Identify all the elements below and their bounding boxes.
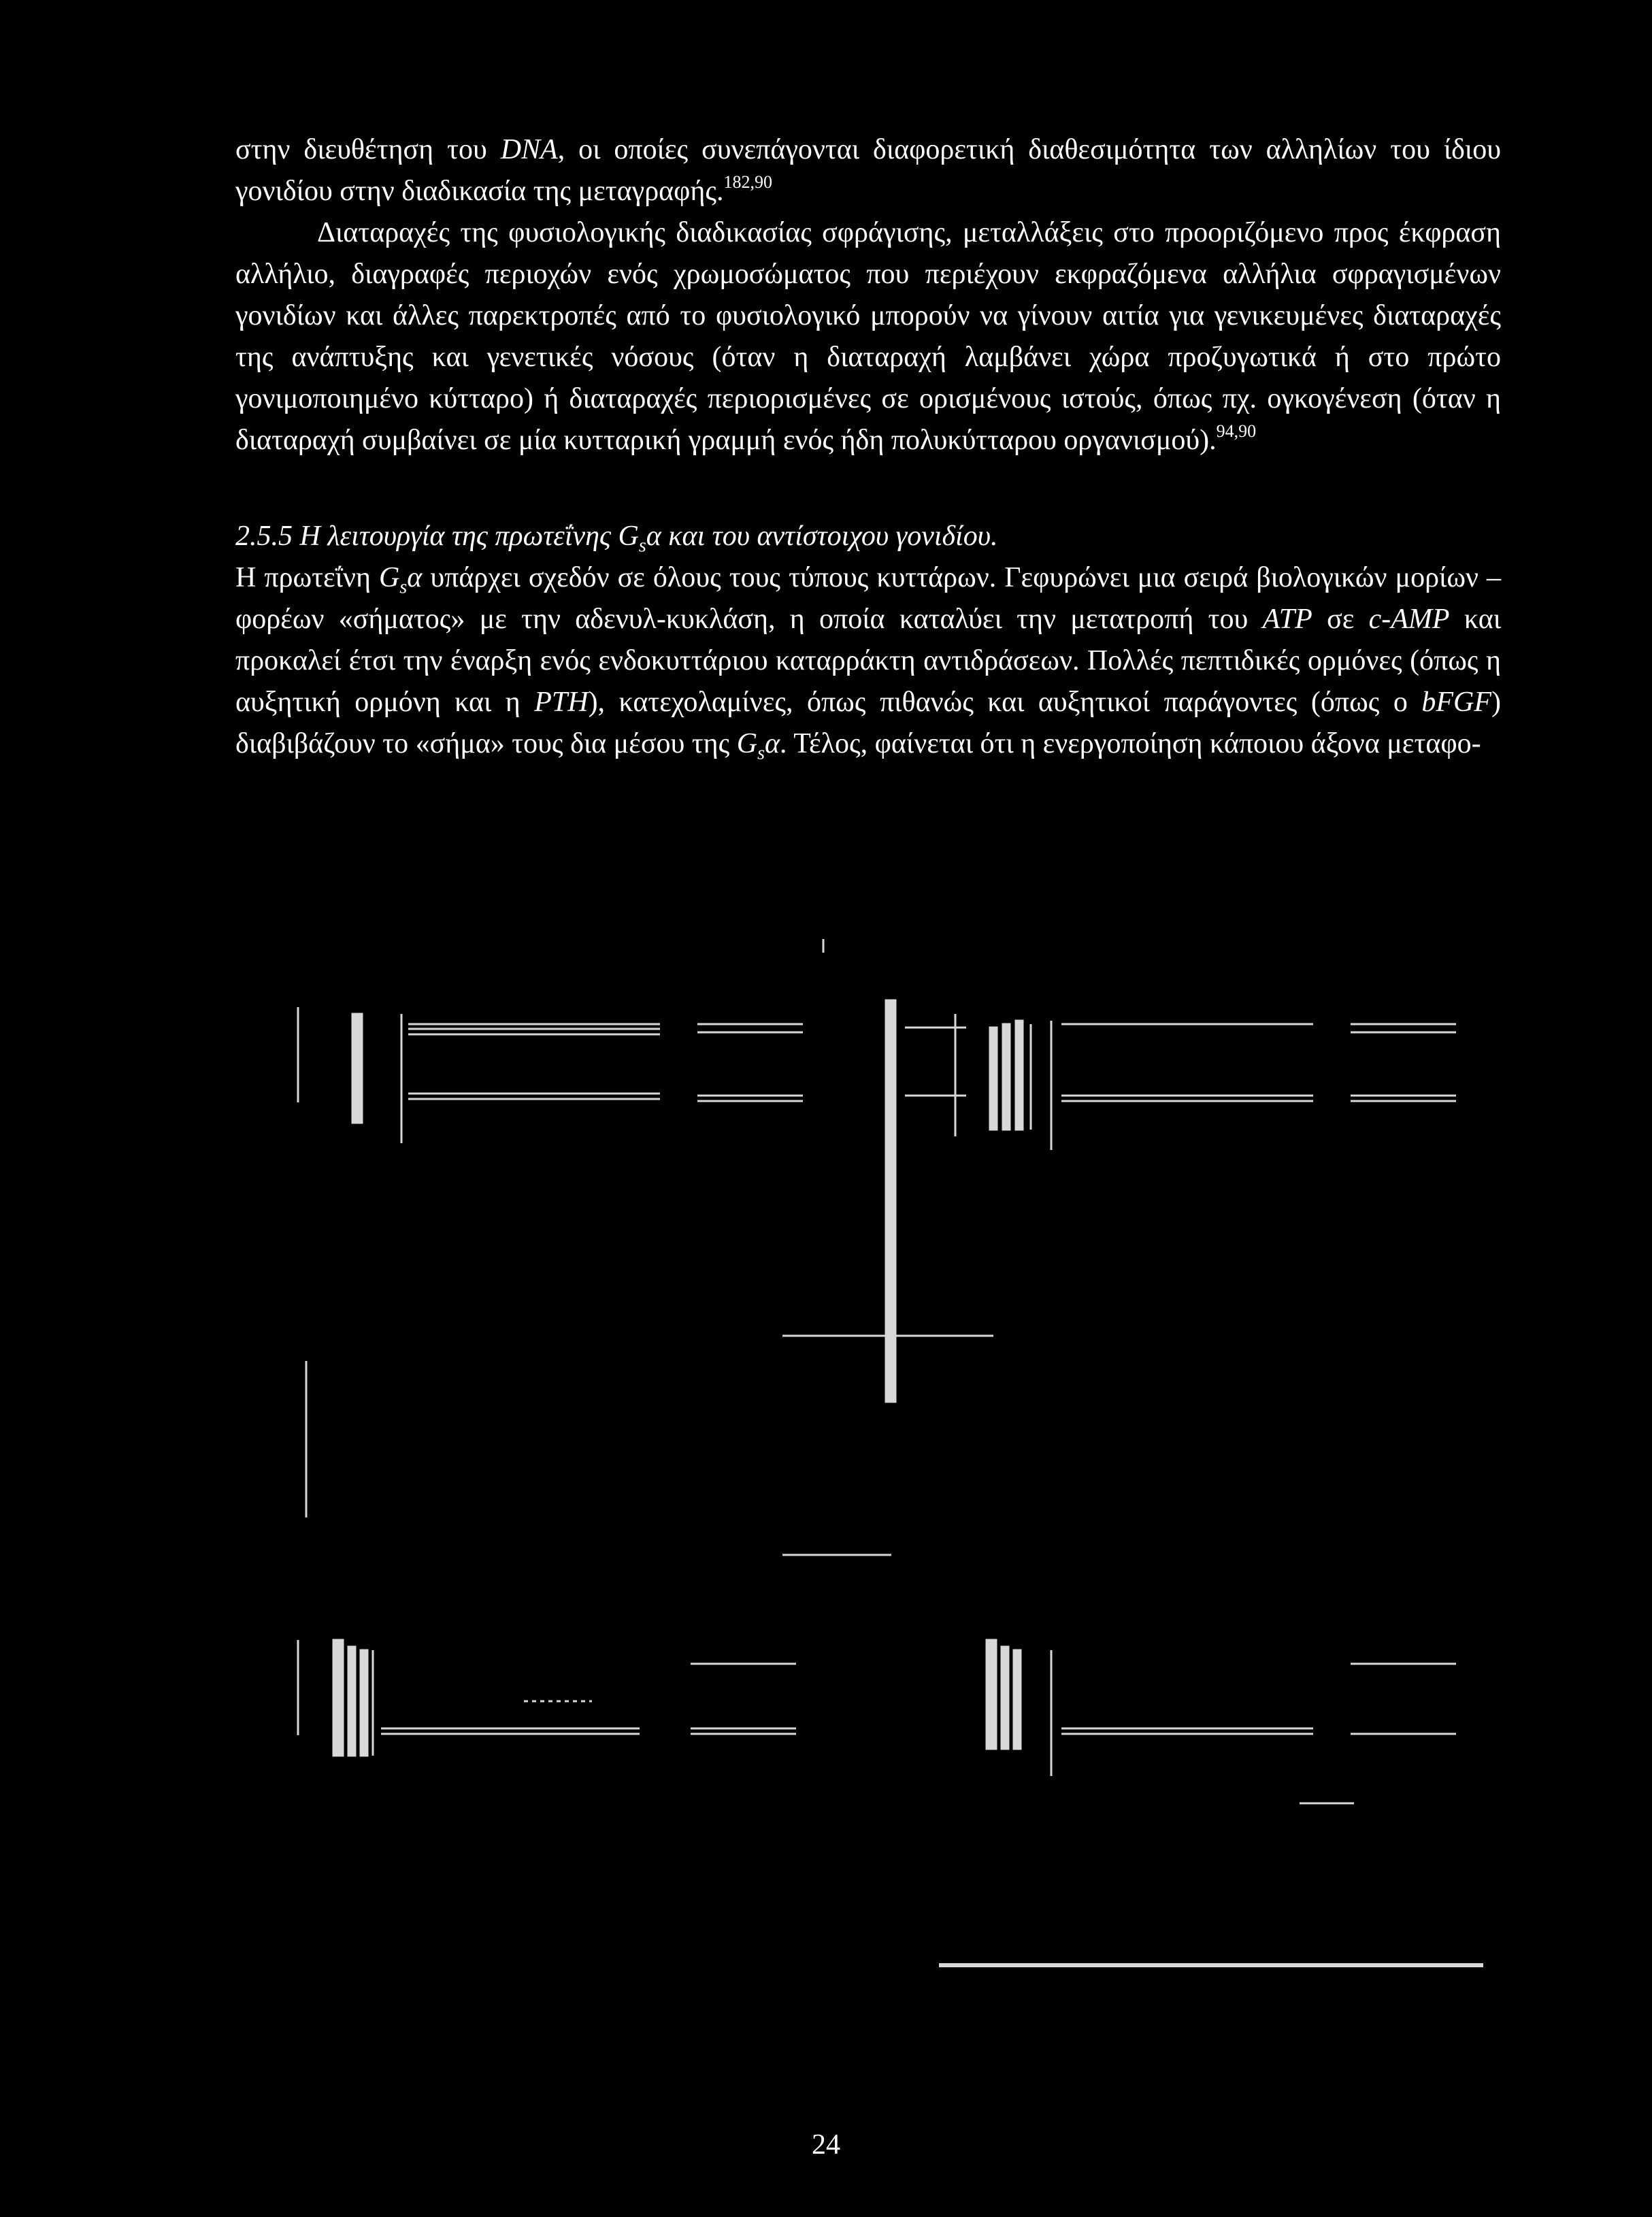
p3-text: ), κατεχολαμίνες, όπως πιθανώς και αυξητικοί παράγοντες (όπως ο	[588, 687, 1422, 718]
heading-sub: s	[638, 535, 646, 557]
p3-text: . Τέλος, φαίνεται ότι η ενεργοποίηση κάποιου άξονα μεταφο-	[780, 728, 1481, 759]
page-number: 24	[812, 2129, 840, 2161]
faded-figure	[0, 925, 1652, 2096]
figure-bar	[352, 1014, 362, 1123]
section-heading	[235, 516, 1501, 557]
figure-bar	[361, 1650, 367, 1756]
p1-text-a: στην διευθέτηση του	[235, 134, 501, 165]
p3-text: και προκαλεί έτσι την έναρξη ενός ενδοκυττάριου καταρράκτη αντιδράσεων. Πολλές πεπτιδικές ορμόνες (όπως η αυξητική ορμόνη και η	[235, 604, 1501, 718]
p3-gs-g: G	[378, 562, 400, 593]
p1-text-c: , οι οποίες συνεπάγονται διαφορετική διαθεσιμότητα των αλληλίων του ίδιου γονιδίου στην διαδικασία της μεταγραφής.	[235, 134, 1502, 207]
p3-gs-sub: s	[399, 576, 408, 598]
figure-bar	[1014, 1650, 1021, 1749]
p3-gs-sub: s	[757, 742, 765, 764]
body-text	[235, 129, 1501, 765]
p3-bfgf: bFGF	[1421, 687, 1491, 718]
p3-gs-g: G	[736, 728, 758, 759]
figure-bar	[333, 1640, 343, 1756]
p3-gs-alpha: α	[764, 728, 780, 759]
heading-text-b: α και του αντίστοιχου γονιδίου.	[646, 521, 998, 552]
p2-text: Διαταραχές της φυσιολογικής διαδικασίας σφράγισης, μεταλλάξεις στο προοριζόμενο προς έκφραση αλλήλιο, διαγραφές περιοχών ενός χρωμοσώματος που περιέχουν εκφραζόμενα αλλήλια σφραγισμένων γονιδίων και άλλες παρεκτροπές από το φυσιολογικό μπορούν να γίνουν αιτία για γενικευμένες διαταραχές της ανάπτυξης και γενετικές νόσους (όταν η διαταραχή λαμβάνει χώρα προζυγωτικά ή στο πρώτο γονιμοποιημένο κύτταρο) ή διαταραχές περιορισμένες σε ορισμένους ιστούς, όπως πχ. ογκογένεση (όταν η διαταραχή συμβαίνει σε μία κυτταρική γραμμή ενός ήδη πολυκύτταρου οργανισμού).	[235, 217, 1501, 456]
p3-text: Η πρωτεΐνη	[235, 562, 379, 593]
heading-text-a: 2.5.5 Η λειτουργία της πρωτεΐνης G	[235, 521, 639, 552]
paragraph-1	[235, 129, 1501, 212]
figure-bar	[348, 1647, 355, 1756]
p1-citation: 182,90	[723, 172, 773, 192]
figure-bar	[1003, 1024, 1010, 1130]
figure-bar	[1016, 1021, 1023, 1130]
p2-citation: 94,90	[1216, 421, 1257, 441]
figure-bar	[886, 1000, 895, 1402]
figure-bar	[990, 1028, 997, 1130]
p3-pth: PTH	[534, 687, 589, 718]
p3-text: σε	[1312, 604, 1369, 635]
paragraph-2	[235, 212, 1501, 461]
figure-bar	[987, 1640, 996, 1749]
p3-camp: c-AMP	[1368, 604, 1450, 635]
p3-atp: ATP	[1262, 604, 1312, 635]
p1-dna: DNA	[500, 134, 558, 165]
paragraph-3	[235, 557, 1501, 765]
p3-gs-alpha: α	[407, 562, 423, 593]
p3-text: ) διαβιβάζουν το «σήμα» τους δια μέσου της	[235, 687, 1501, 759]
p3-text: υπάρχει σχεδόν σε όλους τους τύπους κυττάρων. Γεφυρώνει μια σειρά βιολογικών μορίων – φορέων «σήματος» με την αδενυλ-κυκλάση, η οποία καταλύει την μετατροπή του	[235, 562, 1501, 635]
figure-bar	[1002, 1647, 1008, 1749]
